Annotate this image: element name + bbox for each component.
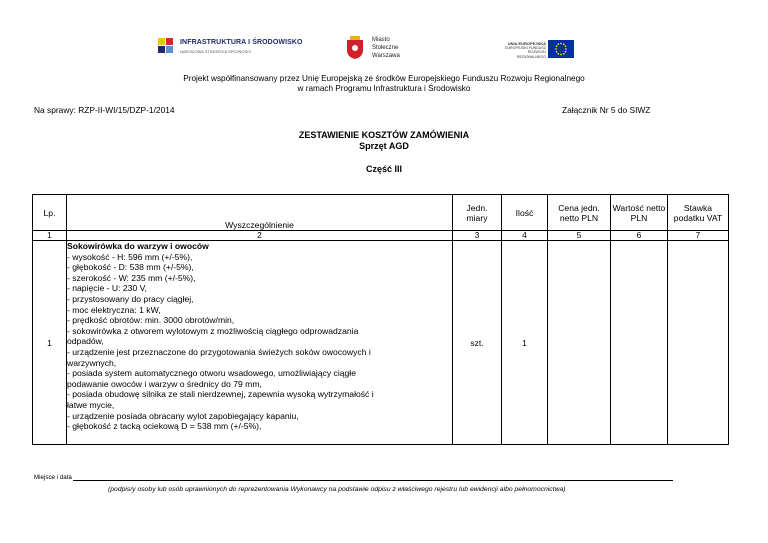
eu-line-1: UNIA EUROPEJSKA — [507, 41, 546, 46]
eu-line-3: ROZWOJU REGIONALNEGO — [516, 50, 546, 59]
item-spec-line: - urządzenie posiada obracany wylot zapobiegający kapaniu, — [67, 410, 299, 421]
header-stawka — [668, 195, 729, 231]
ifs-logo-title: INFRASTRUKTURA I ŚRODOWISKO — [180, 39, 303, 46]
header-stawka-line-1: Stawka — [683, 202, 713, 213]
item-description — [67, 241, 453, 445]
header-wyszczegolnienie: Wyszczególnienie — [67, 195, 453, 231]
infrastruktura-srodowisko-logo — [158, 36, 303, 64]
item-spec-line: - sokowirówka z otworem wylotowym z możliwością ciągłego odprowadzania — [67, 325, 359, 336]
cofinancing-line-2: w ramach Programu Infrastruktura i Środowisko — [297, 84, 471, 93]
warsaw-crest-icon — [345, 36, 365, 60]
item-spec-line: podawanie owoców i warzyw o średnicy do 79 mm, — [67, 378, 262, 389]
cofinancing-note — [0, 74, 768, 94]
item-spec-line: - głębokość z tacką ociekową D = 538 mm (+/-5%), — [67, 421, 262, 432]
header-jedn-line-2: miary — [466, 212, 488, 223]
warszawa-logo-text — [372, 36, 400, 60]
item-spec-line: odpadów, — [67, 336, 104, 347]
column-number: 5 — [548, 231, 611, 241]
column-number: 6 — [611, 231, 668, 241]
item-spec-line: - posiada system automatycznego otworu wsadowego, umożliwiający ciągłe — [67, 368, 356, 379]
item-spec-line: - głębokość - D: 538 mm (+/-5%), — [67, 262, 194, 273]
header-stawka-line-2: podatku VAT — [673, 212, 723, 223]
column-number: 4 — [502, 231, 548, 241]
item-name: Sokowirówka do warzyw i owoców — [67, 241, 209, 251]
place-date-line — [34, 474, 673, 481]
ifs-emblem-icon — [158, 38, 174, 54]
item-net-value-cell[interactable] — [611, 241, 668, 445]
item-unit: szt. — [453, 241, 502, 445]
item-spec-line: - urządzenie jest przeznaczone do przygotowania świeżych soków owocowych i — [67, 346, 371, 357]
warszawa-line-2: Stołeczne — [372, 45, 399, 51]
header-ilosc: Ilość — [502, 195, 548, 231]
column-number: 1 — [33, 231, 67, 241]
cost-table — [32, 194, 729, 445]
place-date-label: Miejsce i data — [34, 474, 72, 481]
item-spec-line: - prędkość obrotów: min. 3000 obrotów/min, — [67, 315, 235, 326]
warszawa-logo — [345, 33, 415, 67]
item-spec-line: - moc elektryczna: 1 kW, — [67, 304, 161, 315]
item-spec-line: - posiada obudowę silnika ze stali nierdzewnej, zapewnia wysoką wytrzymałość i — [67, 389, 374, 400]
header-lp: Lp. — [33, 195, 67, 231]
column-number: 7 — [668, 231, 729, 241]
column-number: 2 — [67, 231, 453, 241]
table-row — [33, 241, 729, 445]
item-quantity: 1 — [502, 241, 548, 445]
warszawa-line-3: Warszawa — [372, 53, 400, 59]
case-reference: Na sprawy: RZP-II-WI/15/DZP-1/2014 — [34, 105, 175, 115]
item-spec-line: - wysokość - H: 596 mm (+/-5%), — [67, 251, 193, 262]
column-number: 3 — [453, 231, 502, 241]
attachment-reference: Załącznik Nr 5 do SIWZ — [562, 105, 651, 115]
eu-logo — [504, 40, 574, 62]
header-jedn-miary — [453, 195, 502, 231]
header-jedn-line-1: Jedn. — [466, 202, 488, 213]
item-vat-rate-cell[interactable] — [668, 241, 729, 445]
header-cena — [548, 195, 611, 231]
title-line-1: ZESTAWIENIE KOSZTÓW ZAMÓWIENIA — [298, 130, 470, 140]
document-title — [0, 130, 768, 152]
header-cena-line-2: netto PLN — [559, 212, 599, 223]
title-line-2: Sprzęt AGD — [359, 141, 409, 151]
item-spec-line: - napięcie - U: 230 V, — [67, 283, 147, 294]
item-spec-line: łatwe mycie, — [67, 399, 115, 410]
part-title: Część III — [365, 164, 403, 174]
ifs-logo-subtitle: NARODOWA STRATEGIA SPÓJNOŚCI — [180, 49, 252, 54]
eu-flag-icon — [548, 40, 574, 58]
item-spec-line: warzywnych, — [67, 357, 117, 368]
table-header-row — [33, 195, 729, 231]
eu-line-2: EUROPEJSKI FUNDUSZ — [505, 46, 546, 51]
header-wartosc-line-2: PLN — [630, 212, 648, 223]
warszawa-line-1: Miasto — [372, 37, 390, 43]
item-lp: 1 — [33, 241, 67, 445]
header-cena-line-1: Cena jedn. — [558, 202, 600, 213]
item-spec-line: - przystosowany do pracy ciągłej, — [67, 293, 194, 304]
item-unit-price-cell[interactable] — [548, 241, 611, 445]
cofinancing-line-1: Projekt współfinansowany przez Unię Europejską ze środków Europejskiego Funduszu Rozwoju Regionalnego — [183, 74, 585, 83]
column-number-row — [33, 231, 729, 241]
eu-logo-text — [504, 42, 546, 59]
header-wartosc — [611, 195, 668, 231]
item-spec-line: - szerokość - W: 235 mm (+/-5%), — [67, 272, 196, 283]
signature-note: (podpis/y osoby lub osób uprawnionych do reprezentowania Wykonawcy na podstawie odpisu z właściwego rejestru lub ewidencji albo pełnomocnictwa) — [108, 486, 566, 493]
place-date-field[interactable] — [73, 475, 673, 481]
header-wartosc-line-1: Wartość netto — [612, 202, 666, 213]
